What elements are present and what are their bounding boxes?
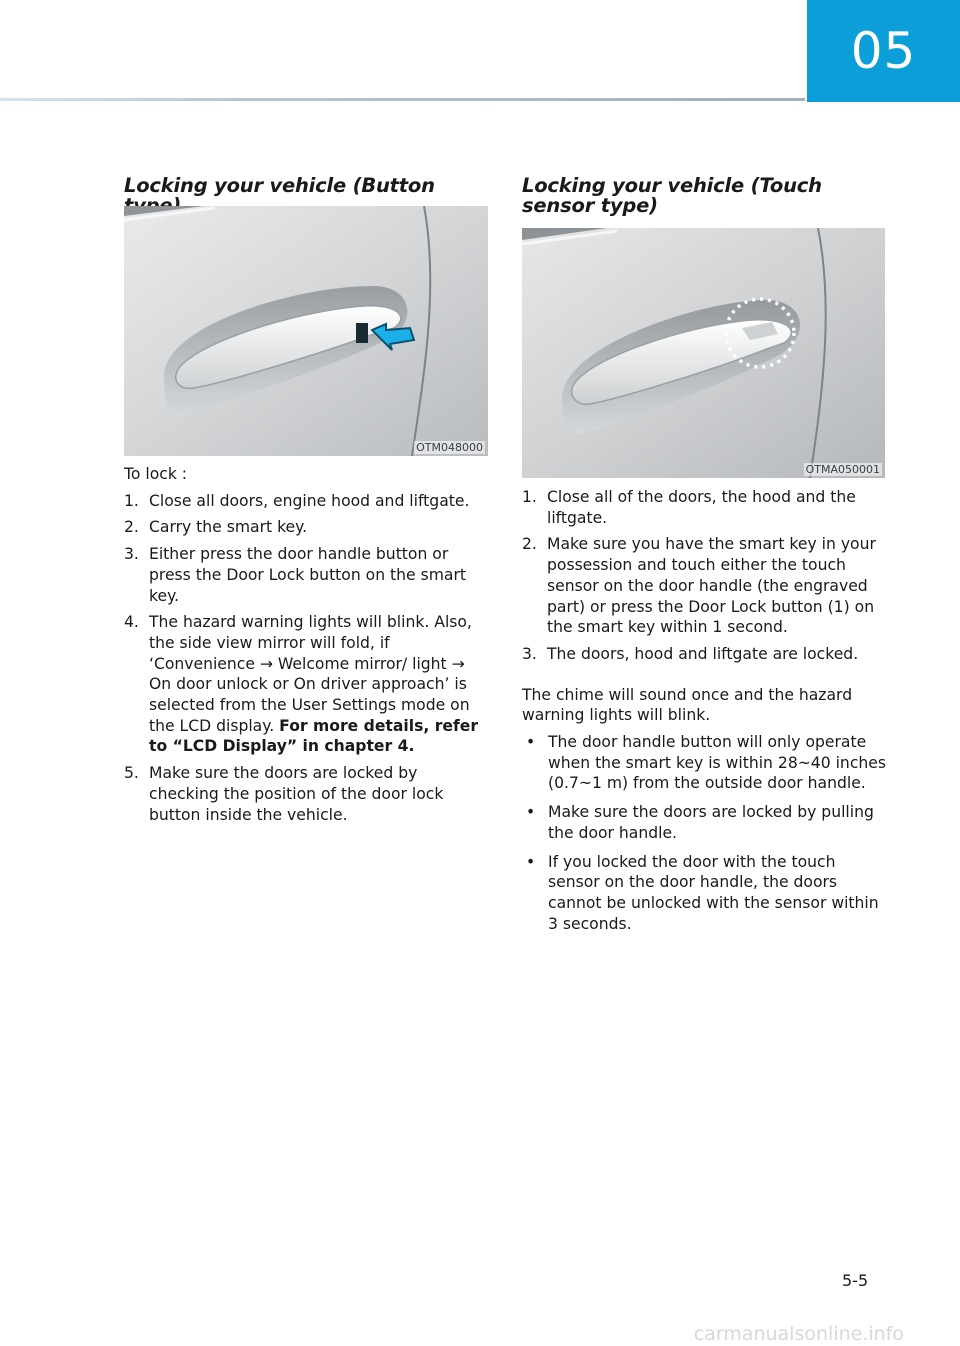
intro-text: To lock : bbox=[124, 465, 188, 483]
door-handle-touch-figure bbox=[522, 228, 885, 478]
list-item: 5. Make sure the doors are locked by checking the position of the door lock button inside the vehicle. bbox=[124, 764, 444, 824]
list-item: 4. The hazard warning lights will blink. Also, the side view mirror will fold, if ‘Convenience → Welcome mirror/ light → On door unlock or On driver approach’ is selected from the User Settings mode on the LCD display. For more details, refer to “LCD Display” in chapter 4. bbox=[124, 613, 479, 756]
figure-code: OTMA050001 bbox=[805, 463, 880, 476]
reference-note: For more details, refer to “LCD Display” in chapter 4. bbox=[149, 716, 479, 756]
watermark: carmanualsonline.info bbox=[0, 1322, 960, 1346]
notes-bullet-list bbox=[522, 732, 888, 934]
section-title-button-type: Locking your vehicle (Button bbox=[124, 174, 435, 197]
button-type-instructions bbox=[124, 464, 488, 831]
page-number: 5-5 bbox=[842, 1271, 869, 1290]
door-handle-button-figure bbox=[124, 206, 488, 456]
section-title-touch-sensor: Locking your vehicle (Touch sensor type) bbox=[522, 174, 822, 217]
list-item: • If you locked the door with the touch sensor on the door handle, the doors cannot be unlocked with the sensor within 3 seconds. bbox=[526, 852, 879, 933]
button-type-steps bbox=[124, 491, 488, 826]
touch-sensor-steps bbox=[522, 487, 888, 665]
door-handle-illustration bbox=[124, 206, 488, 456]
figure-code: OTM048000 bbox=[416, 441, 483, 454]
header-rule bbox=[0, 98, 805, 101]
list-item: 2. Make sure you have the smart key in your possession and touch either the touch sensor on the door handle (the engraved part) or press the Door Lock button (1) on the smart key within 1 second. bbox=[522, 535, 876, 637]
list-item: 3. Either press the door handle button or press the Door Lock button on the smart key. bbox=[124, 545, 466, 605]
list-item: 1. Close all doors, engine hood and liftgate. bbox=[124, 491, 470, 510]
list-item: 2. Carry the smart key. bbox=[124, 518, 308, 537]
bullet-icon: • bbox=[526, 852, 536, 871]
list-item: 1. Close all of the doors, the hood and the liftgate. bbox=[522, 488, 856, 527]
list-item: • The door handle button will only operate when the smart key is within 28~40 inches (0.7~1 m) from the outside door handle. bbox=[526, 733, 886, 793]
chapter-number: 05 bbox=[850, 22, 917, 80]
chime-note: The chime will sound once and the hazard warning lights will blink. bbox=[522, 685, 853, 725]
bullet-icon: • bbox=[526, 733, 536, 752]
door-handle-illustration bbox=[522, 228, 885, 478]
bullet-icon: • bbox=[526, 803, 536, 822]
touch-sensor-instructions bbox=[522, 487, 888, 942]
list-item: 3. The doors, hood and liftgate are locked. bbox=[522, 644, 859, 663]
list-item: • Make sure the doors are locked by pulling the door handle. bbox=[526, 803, 874, 842]
chapter-tab bbox=[807, 0, 960, 102]
